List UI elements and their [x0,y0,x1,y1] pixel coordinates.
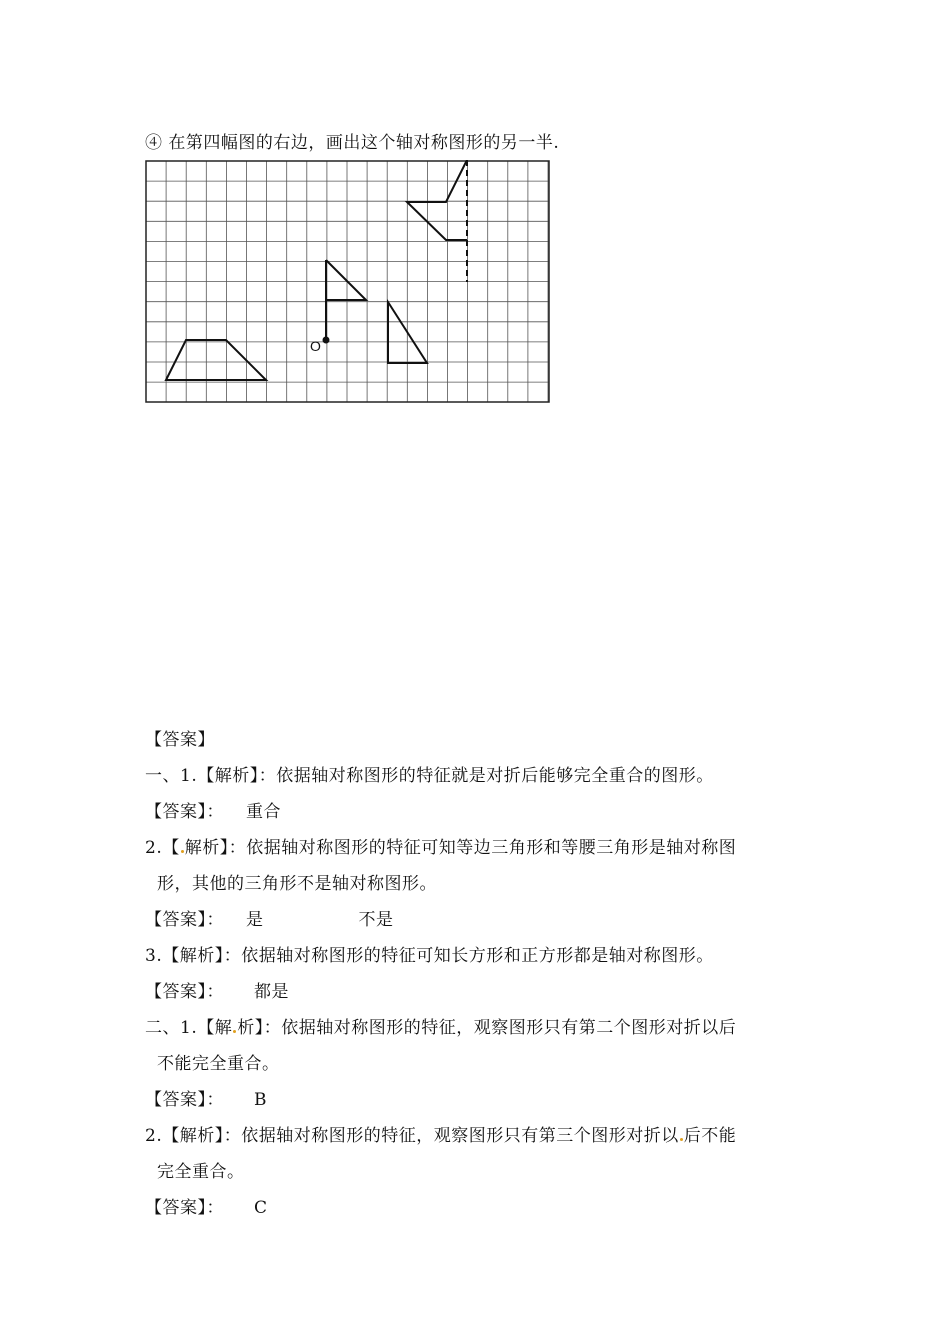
s1-q2-answer-row [145,902,825,938]
s1-q3-analysis: 3.【解析】：依据轴对称图形的特征可知长方形和正方形都是轴对称图形。 [145,946,714,966]
answer-label: 【答案】： [145,1198,224,1218]
analysis-prefix: 2.【 [145,838,180,858]
analysis-rest: 后不能 [683,1126,737,1146]
analysis-rest: 析】：依据轴对称图形的特征，观察图形只有第二个图形对折以后 [237,1018,737,1038]
grid-figure [145,160,550,405]
s2-q2-answer-row [145,1190,825,1226]
answers-section [145,722,825,1226]
trapezoid-shape [166,340,266,380]
s2-q1-analysis [145,1010,825,1046]
analysis-prefix: 2.【解析】：依据轴对称图形的特征，观察图形只有第三个图形对折以 [145,1126,679,1146]
answer-value: 重合 [246,802,281,822]
analysis-prefix: 二、1.【解 [145,1018,233,1038]
s2-q1-answer-row [145,1082,825,1118]
s2-q1-analysis-cont: 不能完全重合。 [157,1054,280,1074]
analysis-rest: 解析】：依据轴对称图形的特征可知等边三角形和等腰三角形是轴对称图 [184,838,737,858]
s2-q2-analysis-cont: 完全重合。 [157,1162,245,1182]
annotation-dot [233,1030,236,1033]
flag-shape [324,260,367,343]
answer-label: 【答案】： [145,910,224,930]
answer-label: 【答案】： [145,802,224,822]
answer-label: 【答案】： [145,982,224,1002]
s1-q2-analysis-cont: 形，其他的三角形不是轴对称图形。 [157,874,437,894]
s1-q1-answer-row [145,794,825,830]
annotation-dot [680,1138,683,1141]
origin-label: O [310,338,321,354]
answer-value: C [254,1198,268,1218]
s2-q2-analysis [145,1118,825,1154]
answers-heading: 【答案】 [145,730,215,750]
half-figure-shape [407,160,467,240]
s1-q1-analysis: 一、1.【解析】：依据轴对称图形的特征就是对折后能够完全重合的图形。 [145,766,714,786]
question-text: ④ 在第四幅图的右边，画出这个轴对称图形的另一半. [145,133,560,153]
answer-value-b: 不是 [358,910,394,930]
s1-q2-analysis [145,830,825,866]
s1-q3-answer-row [145,974,825,1010]
answer-value: B [254,1090,267,1110]
annotation-dot [181,850,184,853]
grid-svg [145,160,550,405]
answer-value: 都是 [254,982,289,1002]
answer-label: 【答案】： [145,1090,224,1110]
answer-value-a: 是 [246,910,264,930]
